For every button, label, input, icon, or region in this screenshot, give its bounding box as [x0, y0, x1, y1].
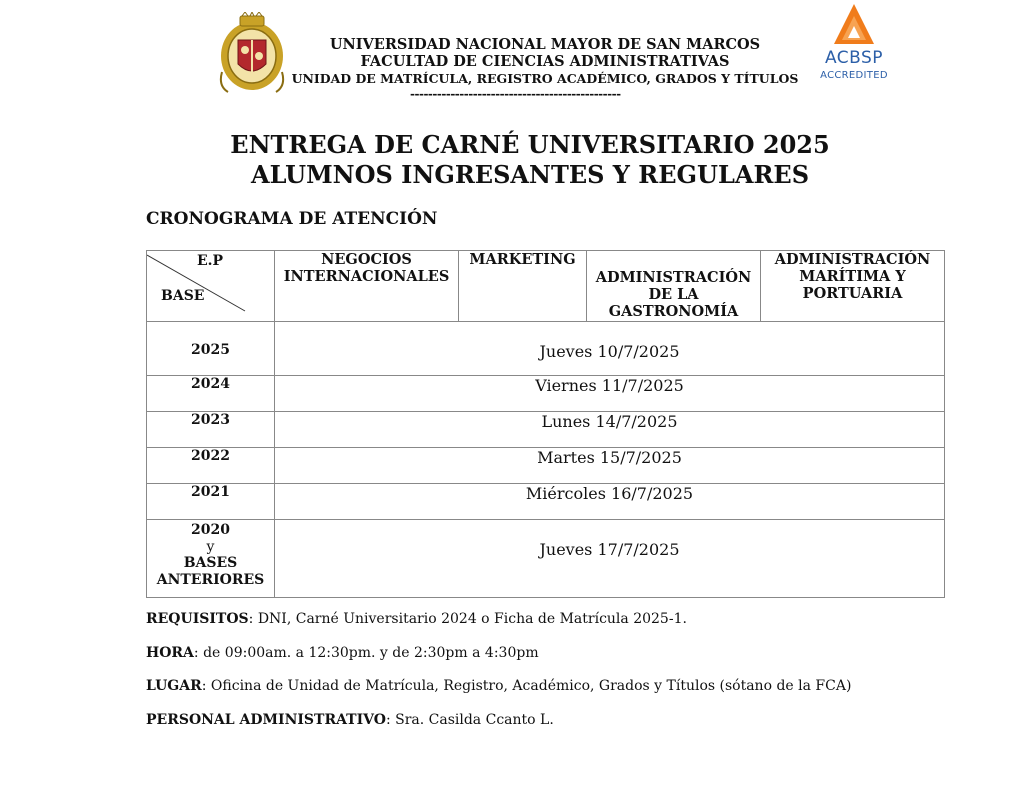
schedule-table	[146, 250, 945, 598]
document-title: ENTREGA DE CARNÉ UNIVERSITARIO 2025	[230, 130, 830, 159]
document-title-line2: ALUMNOS INGRESANTES Y REGULARES	[250, 160, 810, 189]
unit-name: UNIDAD DE MATRÍCULA, REGISTRO ACADÉMICO, GRADOS Y TÍTULOS	[291, 71, 799, 86]
base-year-cell: 2025	[147, 322, 275, 376]
date-cell: Martes 15/7/2025	[275, 448, 945, 484]
table-row	[147, 322, 945, 376]
base-year-line: BASES	[183, 555, 238, 571]
base-year-line: y	[206, 538, 215, 555]
lugar-text: : Oficina de Unidad de Matrícula, Registro, Académico, Grados y Títulos (sótano de la FCA)	[201, 678, 852, 694]
base-year-line: ANTERIORES	[156, 571, 265, 588]
corner-base-label: BASE	[161, 288, 205, 304]
date-cell: Lunes 14/7/2025	[275, 412, 945, 448]
lugar-label: LUGAR	[146, 678, 202, 694]
table-row	[147, 448, 945, 484]
personal-line	[146, 712, 554, 728]
table-row	[147, 412, 945, 448]
hora-line	[146, 645, 539, 661]
faculty-name: FACULTAD DE CIENCIAS ADMINISTRATIVAS	[360, 53, 730, 70]
base-year-cell: 2023	[147, 412, 275, 448]
lugar-line	[146, 678, 851, 694]
header-separator: -----------------------------------------------	[410, 87, 621, 101]
requisitos-line	[146, 611, 687, 627]
acbsp-accredited: ACCREDITED	[820, 70, 888, 81]
column-header: NEGOCIOS INTERNACIONALES	[275, 251, 459, 322]
requisitos-label: REQUISITOS	[146, 611, 249, 627]
date-cell: Jueves 10/7/2025	[275, 322, 945, 376]
table-row	[147, 520, 945, 598]
date-cell: Jueves 17/7/2025	[275, 520, 945, 598]
base-year-cell	[147, 520, 275, 598]
date-cell: Viernes 11/7/2025	[275, 376, 945, 412]
hora-text: : de 09:00am. a 12:30pm. y de 2:30pm a 4:30pm	[193, 645, 539, 661]
personal-label: PERSONAL ADMINISTRATIVO	[146, 712, 386, 728]
base-year-cell: 2021	[147, 484, 275, 520]
table-header-row	[147, 251, 945, 322]
base-year-cell: 2022	[147, 448, 275, 484]
corner-ep-label: E.P	[197, 253, 224, 269]
personal-text: : Sra. Casilda Ccanto L.	[385, 712, 554, 728]
table-row	[147, 376, 945, 412]
table-corner-cell	[147, 251, 275, 322]
column-header: ADMINISTRACIÓN DE LA GASTRONOMÍA	[587, 251, 761, 322]
section-subtitle: CRONOGRAMA DE ATENCIÓN	[146, 209, 438, 229]
column-header: MARKETING	[459, 251, 587, 322]
acbsp-name: ACBSP	[824, 48, 884, 68]
requisitos-text: : DNI, Carné Universitario 2024 o Ficha de Matrícula 2025-1.	[248, 611, 687, 627]
university-name: UNIVERSIDAD NACIONAL MAYOR DE SAN MARCOS	[329, 36, 761, 53]
date-cell: Miércoles 16/7/2025	[275, 484, 945, 520]
column-header: ADMINISTRACIÓN MARÍTIMA Y PORTUARIA	[761, 251, 945, 322]
table-row	[147, 484, 945, 520]
base-year-cell: 2024	[147, 376, 275, 412]
base-year-line: 2020	[191, 522, 230, 538]
hora-label: HORA	[146, 645, 194, 661]
